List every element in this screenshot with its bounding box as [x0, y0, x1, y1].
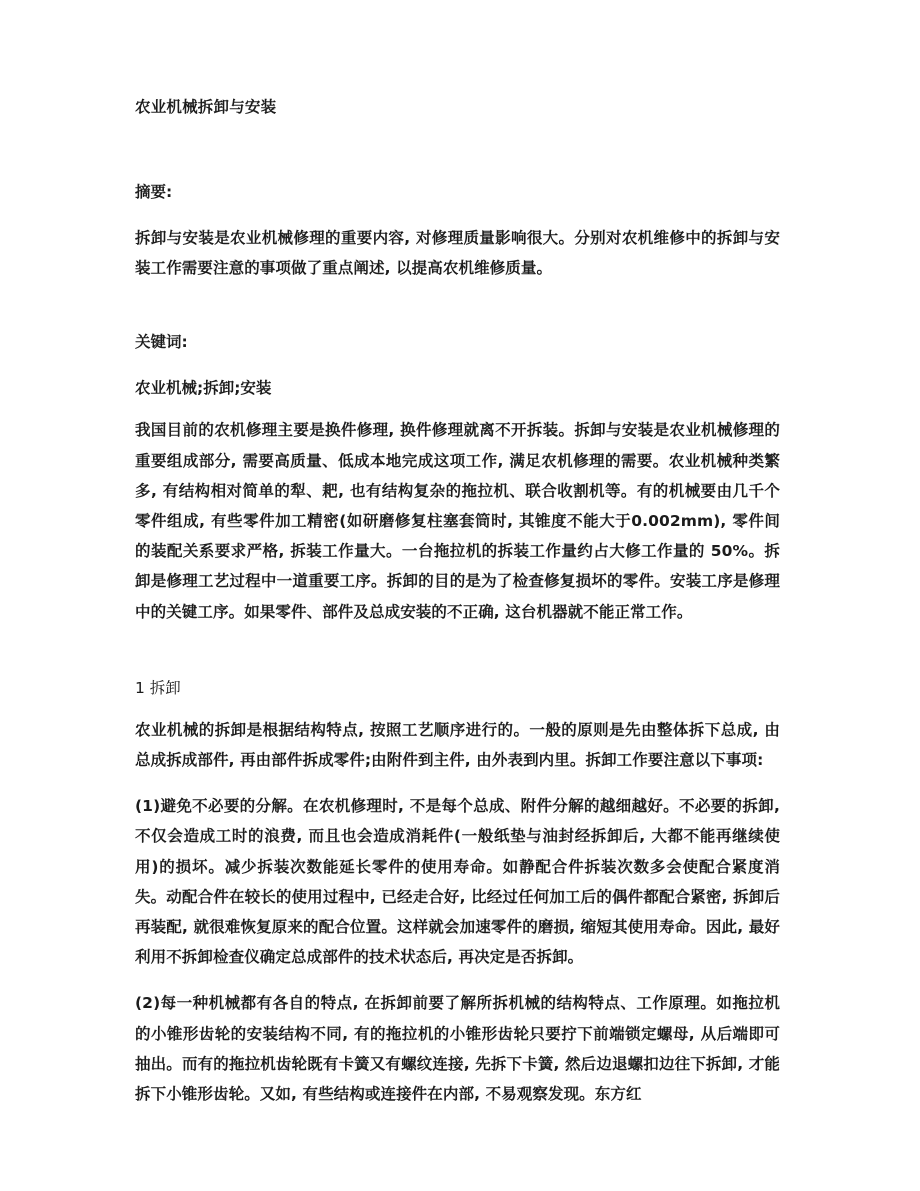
document-content: [135, 95, 780, 1109]
section-1-item-2: (2)每一种机械都有各自的特点, 在拆卸前要了解所拆机械的结构特点、工作原理。如拖拉机的小锥形齿轮的安装结构不同, 有的拖拉机的小锥形齿轮只要拧下前端锁定螺母, 从后端即可抽出。而有的拖拉机齿轮既有卡簧又有螺纹连接, 先拆下卡簧, 然后边退螺扣边往下拆卸, 才能拆下小锥形齿轮。又如, 有些结构或连接件在内部, 不易观察发现。东方红: [135, 994, 780, 1104]
abstract-gap: [135, 207, 780, 223]
abstract-text: 拆卸与安装是农业机械修理的重要内容, 对修理质量影响很大。分别对农机维修中的拆卸与安装工作需要注意的事项做了重点阐述, 以提高农机维修质量。: [135, 229, 780, 278]
section-1-heading: 1 拆卸: [135, 678, 181, 697]
abstract-label: 摘要:: [135, 183, 173, 201]
keywords-spacer: [135, 283, 780, 327]
section-1-spacer: [135, 627, 780, 673]
section-1-intro-paragraph: 农业机械的拆卸是根据结构特点, 按照工艺顺序进行的。一般的原则是先由整体拆下总成, 由总成拆成部件, 再由部件拆成零件;由附件到主件, 由外表到内里。拆卸工作要注意以下事项:: [135, 720, 780, 770]
intro-paragraph: 我国目前的农机修理主要是换件修理, 换件修理就离不开拆装。拆卸与安装是农业机械修理的重要组成部分, 需要高质量、低成本地完成这项工作, 满足农机修理的需要。农业机械种类繁多, 有结构相对简单的犁、耙, 也有结构复杂的拖拉机、联合收割机等。有的机械要由几千个零件组成, 有些零件加工精密(如研磨修复柱塞套筒时, 其锥度不能大于0.002mm), 零件间的装配关系要求严格, 拆装工作量大。一台拖拉机的拆装工作量约占大修工作量的 50%。拆卸是修理工艺过程中一道重要工序。拆卸的目的是为了检查修复损坏的零件。安装工序是修理中的关键工序。如果零件、部件及总成安装的不正确, 这台机器就不能正常工作。: [135, 421, 780, 621]
section-1-intro-gap: [135, 703, 780, 715]
keywords-gap: [135, 357, 780, 373]
keywords-text: 农业机械;拆卸;安装: [135, 379, 272, 398]
page-title: 农业机械拆卸与安装: [135, 98, 277, 116]
item-1-gap: [135, 775, 780, 791]
section-1-item-1: (1)避免不必要的分解。在农机修理时, 不是每个总成、附件分解的越细越好。不必要的拆卸, 不仅会造成工时的浪费, 而且也会造成消耗件(一般纸垫与油封经拆卸后, 大都不能再继续使用)的损坏。减少拆装次数能延长零件的使用寿命。如静配合件拆装次数多会使配合紧度消失。动配合件在较长的使用过程中, 已经走合好, 比经过任何加工后的偶件都配合紧密, 拆卸后再装配, 就很难恢复原来的配合位置。这样就会加速零件的磨损, 缩短其使用寿命。因此, 最好利用不拆卸检查仪确定总成部件的技术状态后, 再决定是否拆卸。: [135, 797, 780, 967]
item-2-gap: [135, 972, 780, 988]
intro-gap: [135, 403, 780, 415]
keywords-label: 关键词:: [135, 333, 188, 352]
title-spacer: [135, 119, 780, 177]
